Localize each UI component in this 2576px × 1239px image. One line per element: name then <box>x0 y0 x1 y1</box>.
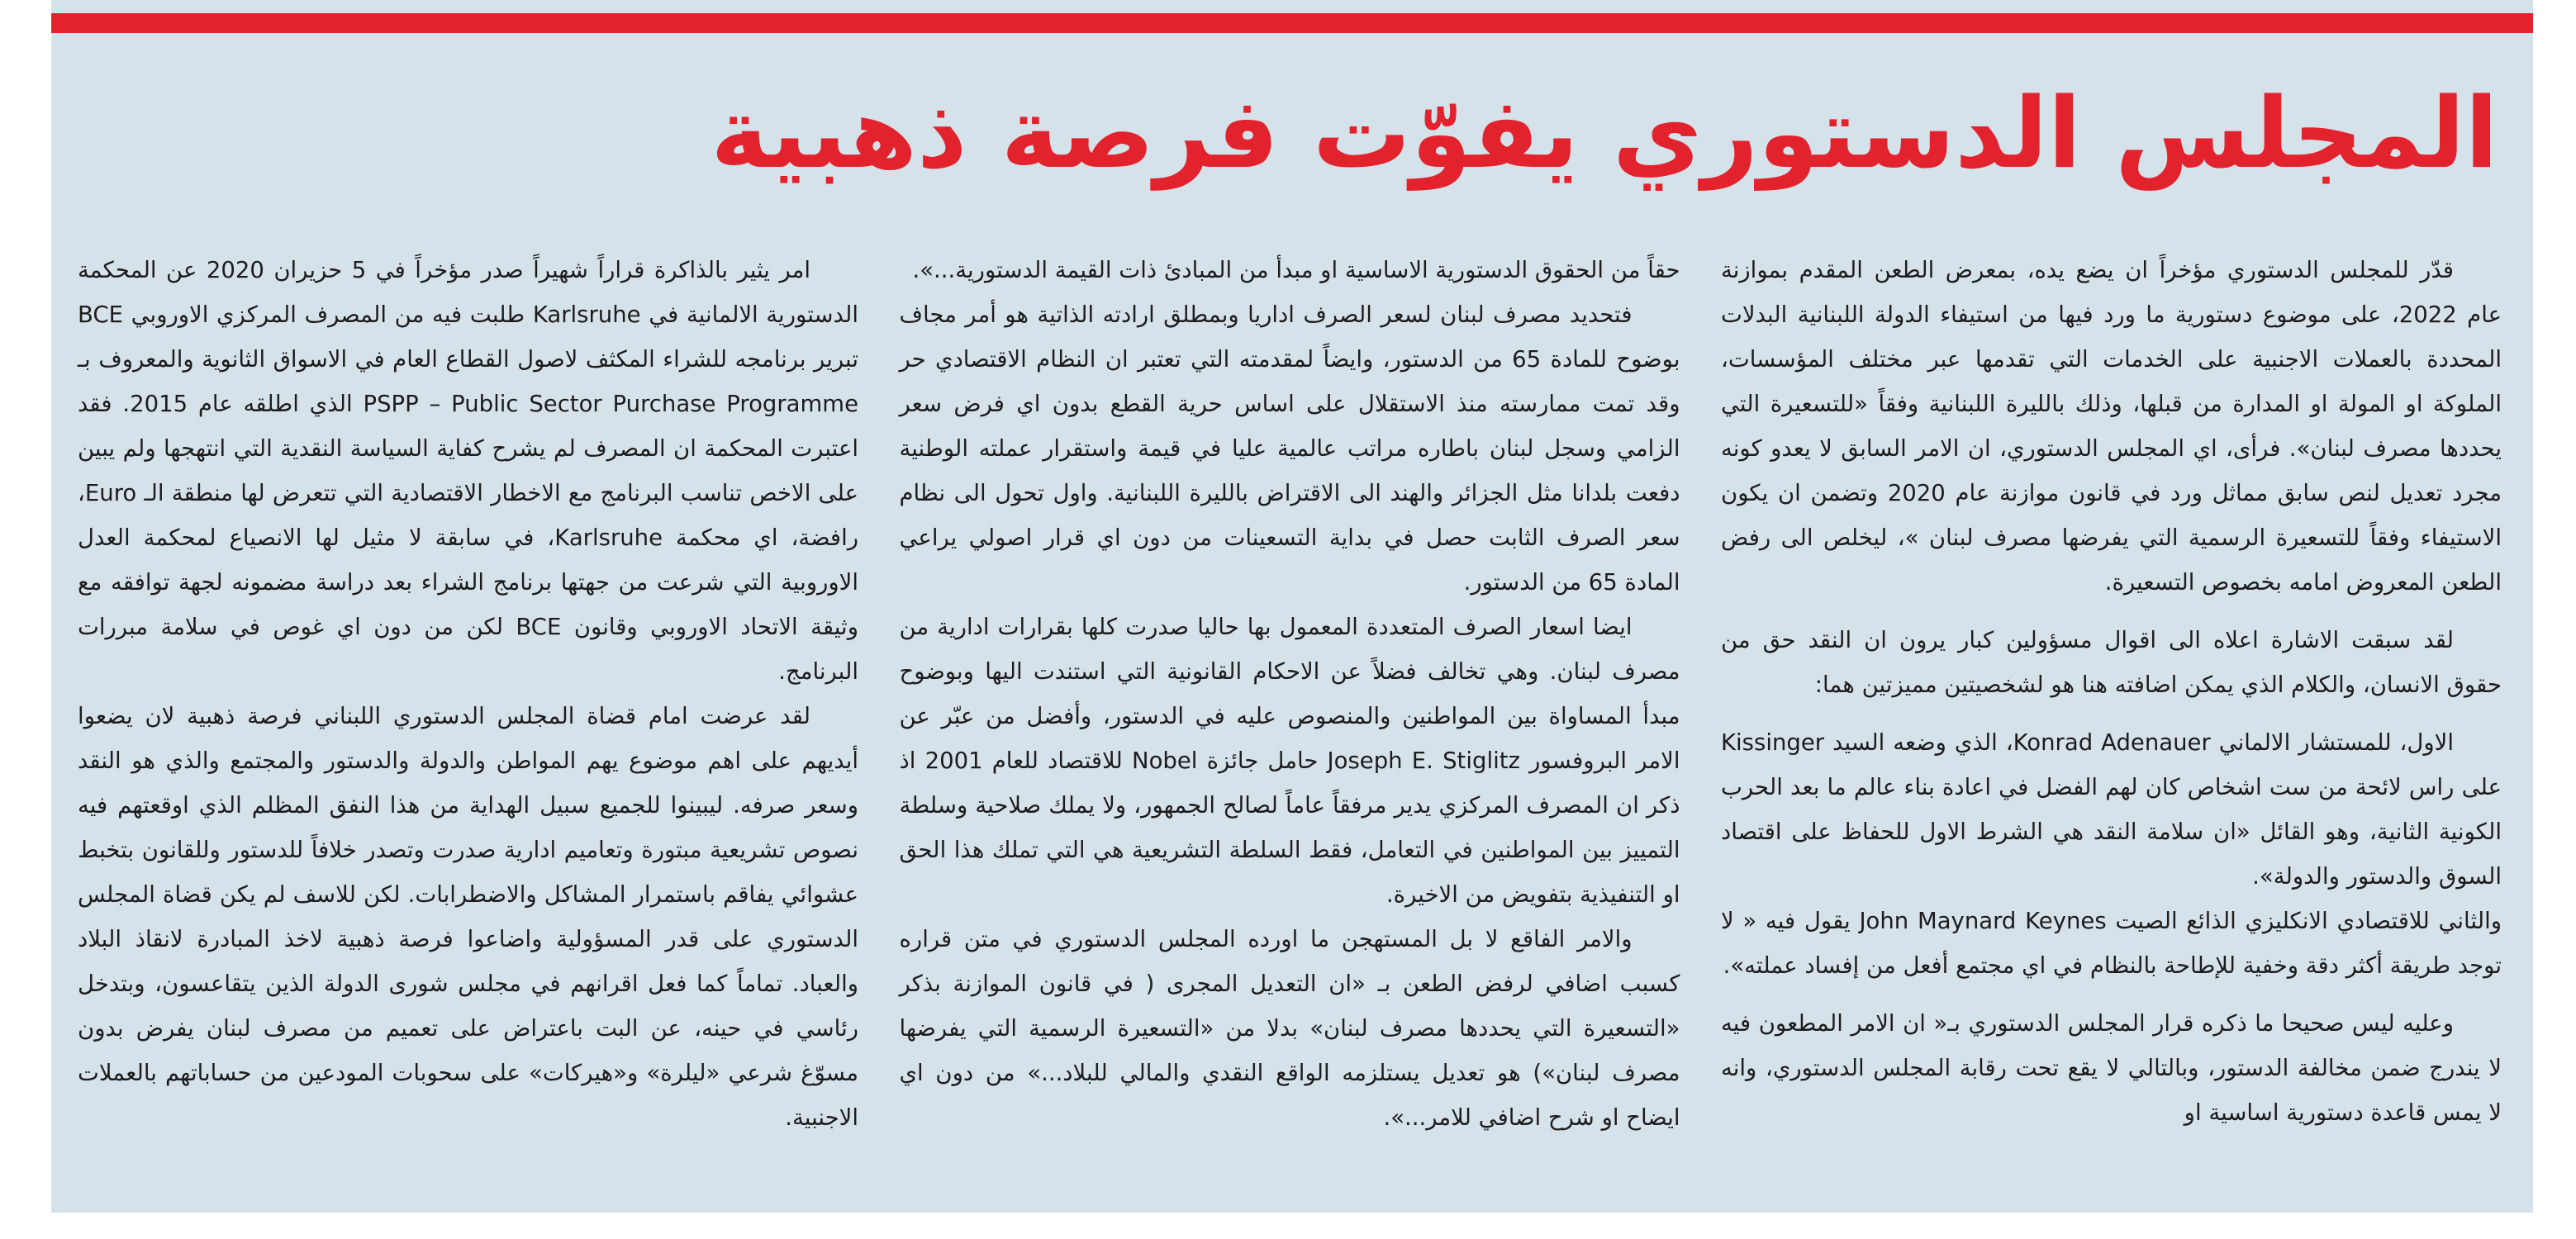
article-body <box>78 248 2502 1188</box>
column-left <box>78 248 858 1188</box>
column-middle <box>900 248 1680 1188</box>
paragraph: الاول، للمستشار الالماني Konrad Adenauer، الذي وضعه السيد Kissinger على راس لائحة من ست اشخاص كان لهم الفضل في اعادة بناء عالم ما بعد الحرب الكونية الثانية، وهو القائل «ان سلامة النقد هي الشرط الاول للحفاظ على اقتصاد السوق والدستور والدولة». <box>1721 729 2502 890</box>
paragraph: قدّر للمجلس الدستوري مؤخراً ان يضع يده، بمعرض الطعن المقدم بموازنة عام 2022، على موضوع دستورية ما ورد فيها من استيفاء الدولة اللبنانية البدلات المحددة بالعملات الاجنبية على الخدمات التي تقدمها عبر مختلف المؤسسات، الملوكة او المولة او المدارة من قبلها، وذلك بالليرة اللبنانية وفقاً «للتسعيرة التي يحددها مصرف لبنان». فرأى، اي المجلس الدستوري، ان الامر السابق لا يعدو كونه مجرد تعديل لنص سابق مماثل ورد في قانون موازنة عام 2020 وتضمن ان يكون الاستيفاء وفقاً للتسعيرة الرسمية التي يفرضها مصرف لبنان »، ليخلص الى رفض الطعن المعروض امامه بخصوص التسعيرة. <box>1721 257 2502 596</box>
column-right <box>1721 248 2502 1188</box>
paragraph: والثاني للاقتصادي الانكليزي الذائع الصيت John Maynard Keynes يقول فيه « لا توجد طريقة أكثر دقة وخفية للإطاحة بالنظام في اي مجتمع أفعل من إفساد عملته». <box>1721 908 2502 979</box>
paragraph: حقاً من الحقوق الدستورية الاساسية او مبدأ من المبادئ ذات القيمة الدستورية...». <box>912 257 1680 283</box>
paragraph: فتحديد مصرف لبنان لسعر الصرف اداريا وبمطلق ارادته الذاتية هو أمر مجاف بوضوح للمادة 65 من الدستور، وايضاً لمقدمته التي تعتبر ان النظام الاقتصادي حر وقد تمت ممارسته منذ الاستقلال على اساس حرية القطع بدون اي فرض سعر الزامي وسجل لبنان باطاره مراتب عالمية عليا في قيمة واستقرار عملته الوطنية دفعت بلدانا مثل الجزائر والهند الى الاقتراض بالليرة اللبنانية. واول تحول الى نظام سعر الصرف الثابت حصل في بداية التسعينات من دون اي قرار اصولي يراعي المادة 65 من الدستور. <box>899 301 1680 596</box>
paragraph: امر يثير بالذاكرة قراراً شهيراً صدر مؤخراً في 5 حزيران 2020 عن المحكمة الدستورية الالمانية في Karlsruhe طلبت فيه من المصرف المركزي الاوروبي BCE تبرير برنامجه للشراء المكثف لاصول القطاع العام في الاسواق الثانوية والمعروف بـ PSPP – Public Sector Purchase Programme الذي اطلقه عام 2015. فقد اعتبرت المحكمة ان المصرف لم يشرح كفاية السياسة النقدية التي انتهجها ولم يبين على الاخص تناسب البرنامج مع الاخطار الاقتصادية التي تتعرض لها منطقة الـ Euro، رافضة، اي محكمة Karlsruhe، في سابقة لا مثيل لها الانصياع لمحكمة العدل الاوروبية التي شرعت من جهتها برنامج الشراء بعد دراسة مضمونه لجهة توافقه مع وثيقة الاتحاد الاوروبي وقانون BCE لكن من دون اي غوص في سلامة مبررات البرنامج. <box>78 257 859 685</box>
paragraph: لقد سبقت الاشارة اعلاه الى اقوال مسؤولين كبار يرون ان النقد حق من حقوق الانسان، والكلام الذي يمكن اضافته هنا هو لشخصيتين مميزتين هما: <box>1721 627 2502 698</box>
article-page <box>51 0 2533 1213</box>
paragraph: ايضا اسعار الصرف المتعددة المعمول بها حاليا صدرت كلها بقرارات ادارية من مصرف لبنان. وهي تخالف فضلاً عن الاحكام القانونية التي استندت اليها وبوضوح مبدأ المساواة بين المواطنين والمنصوص عليه في الدستور، وأفضل من عبّر عن الامر البروفسور Joseph E. Stiglitz حامل جائزة Nobel للاقتصاد للعام 2001 اذ ذكر ان المصرف المركزي يدير مرفقاً عاماً لصالح الجمهور، ولا يملك صلاحية وسلطة التمييز بين المواطنين في التعامل، فقط السلطة التشريعية هي التي تملك هذا الحق او التنفيذية بتفويض من الاخيرة. <box>899 614 1680 908</box>
top-accent-bar <box>51 13 2533 33</box>
paragraph: وعليه ليس صحيحا ما ذكره قرار المجلس الدستوري بـ« ان الامر المطعون فيه لا يندرج ضمن مخالفة الدستور، وبالتالي لا يقع تحت رقابة المجلس الدستوري، وانه لا يمس قاعدة دستورية اساسية او <box>1721 1010 2502 1126</box>
paragraph: والامر الفاقع لا بل المستهجن ما اورده المجلس الدستوري في متن قراره كسبب اضافي لرفض الطعن بـ «ان التعديل المجرى ( في قانون الموازنة بذكر «التسعيرة التي يحددها مصرف لبنان» بدلا من «التسعيرة الرسمية التي يفرضها مصرف لبنان») هو تعديل يستلزمه الواقع النقدي والمالي للبلاد...» من دون اي ايضاح او شرح اضافي للامر...». <box>899 926 1680 1131</box>
paragraph: لقد عرضت امام قضاة المجلس الدستوري اللبناني فرصة ذهبية لان يضعوا أيديهم على اهم موضوع يهم المواطن والدولة والدستور والمجتمع والذي هو النقد وسعر صرفه. ليبينوا للجميع سبيل الهداية من هذا النفق المظلم الذي اوقعتهم فيه نصوص تشريعية مبتورة وتعاميم ادارية صدرت وتصدر خلافاً للدستور وللقانون بتخبط عشوائي يفاقم باستمرار المشاكل والاضطرابات. لكن للاسف لم يكن قضاة المجلس الدستوري على قدر المسؤولية واضاعوا فرصة ذهبية لاخذ المبادرة لانقاذ البلاد والعباد. تماماً كما فعل اقرانهم في مجلس شورى الدولة الذين يتقاعسون، وبتدخل رئاسي في حينه، عن البت باعتراض على تعميم من مصرف لبنان يفرض بدون مسوّغ شرعي «ليلرة» و«هيركات» على سحوبات المودعين من حساباتهم بالعملات الاجنبية. <box>78 703 858 1131</box>
article-headline: المجلس الدستوري يفوّت فرصة ذهبية <box>711 76 2498 190</box>
